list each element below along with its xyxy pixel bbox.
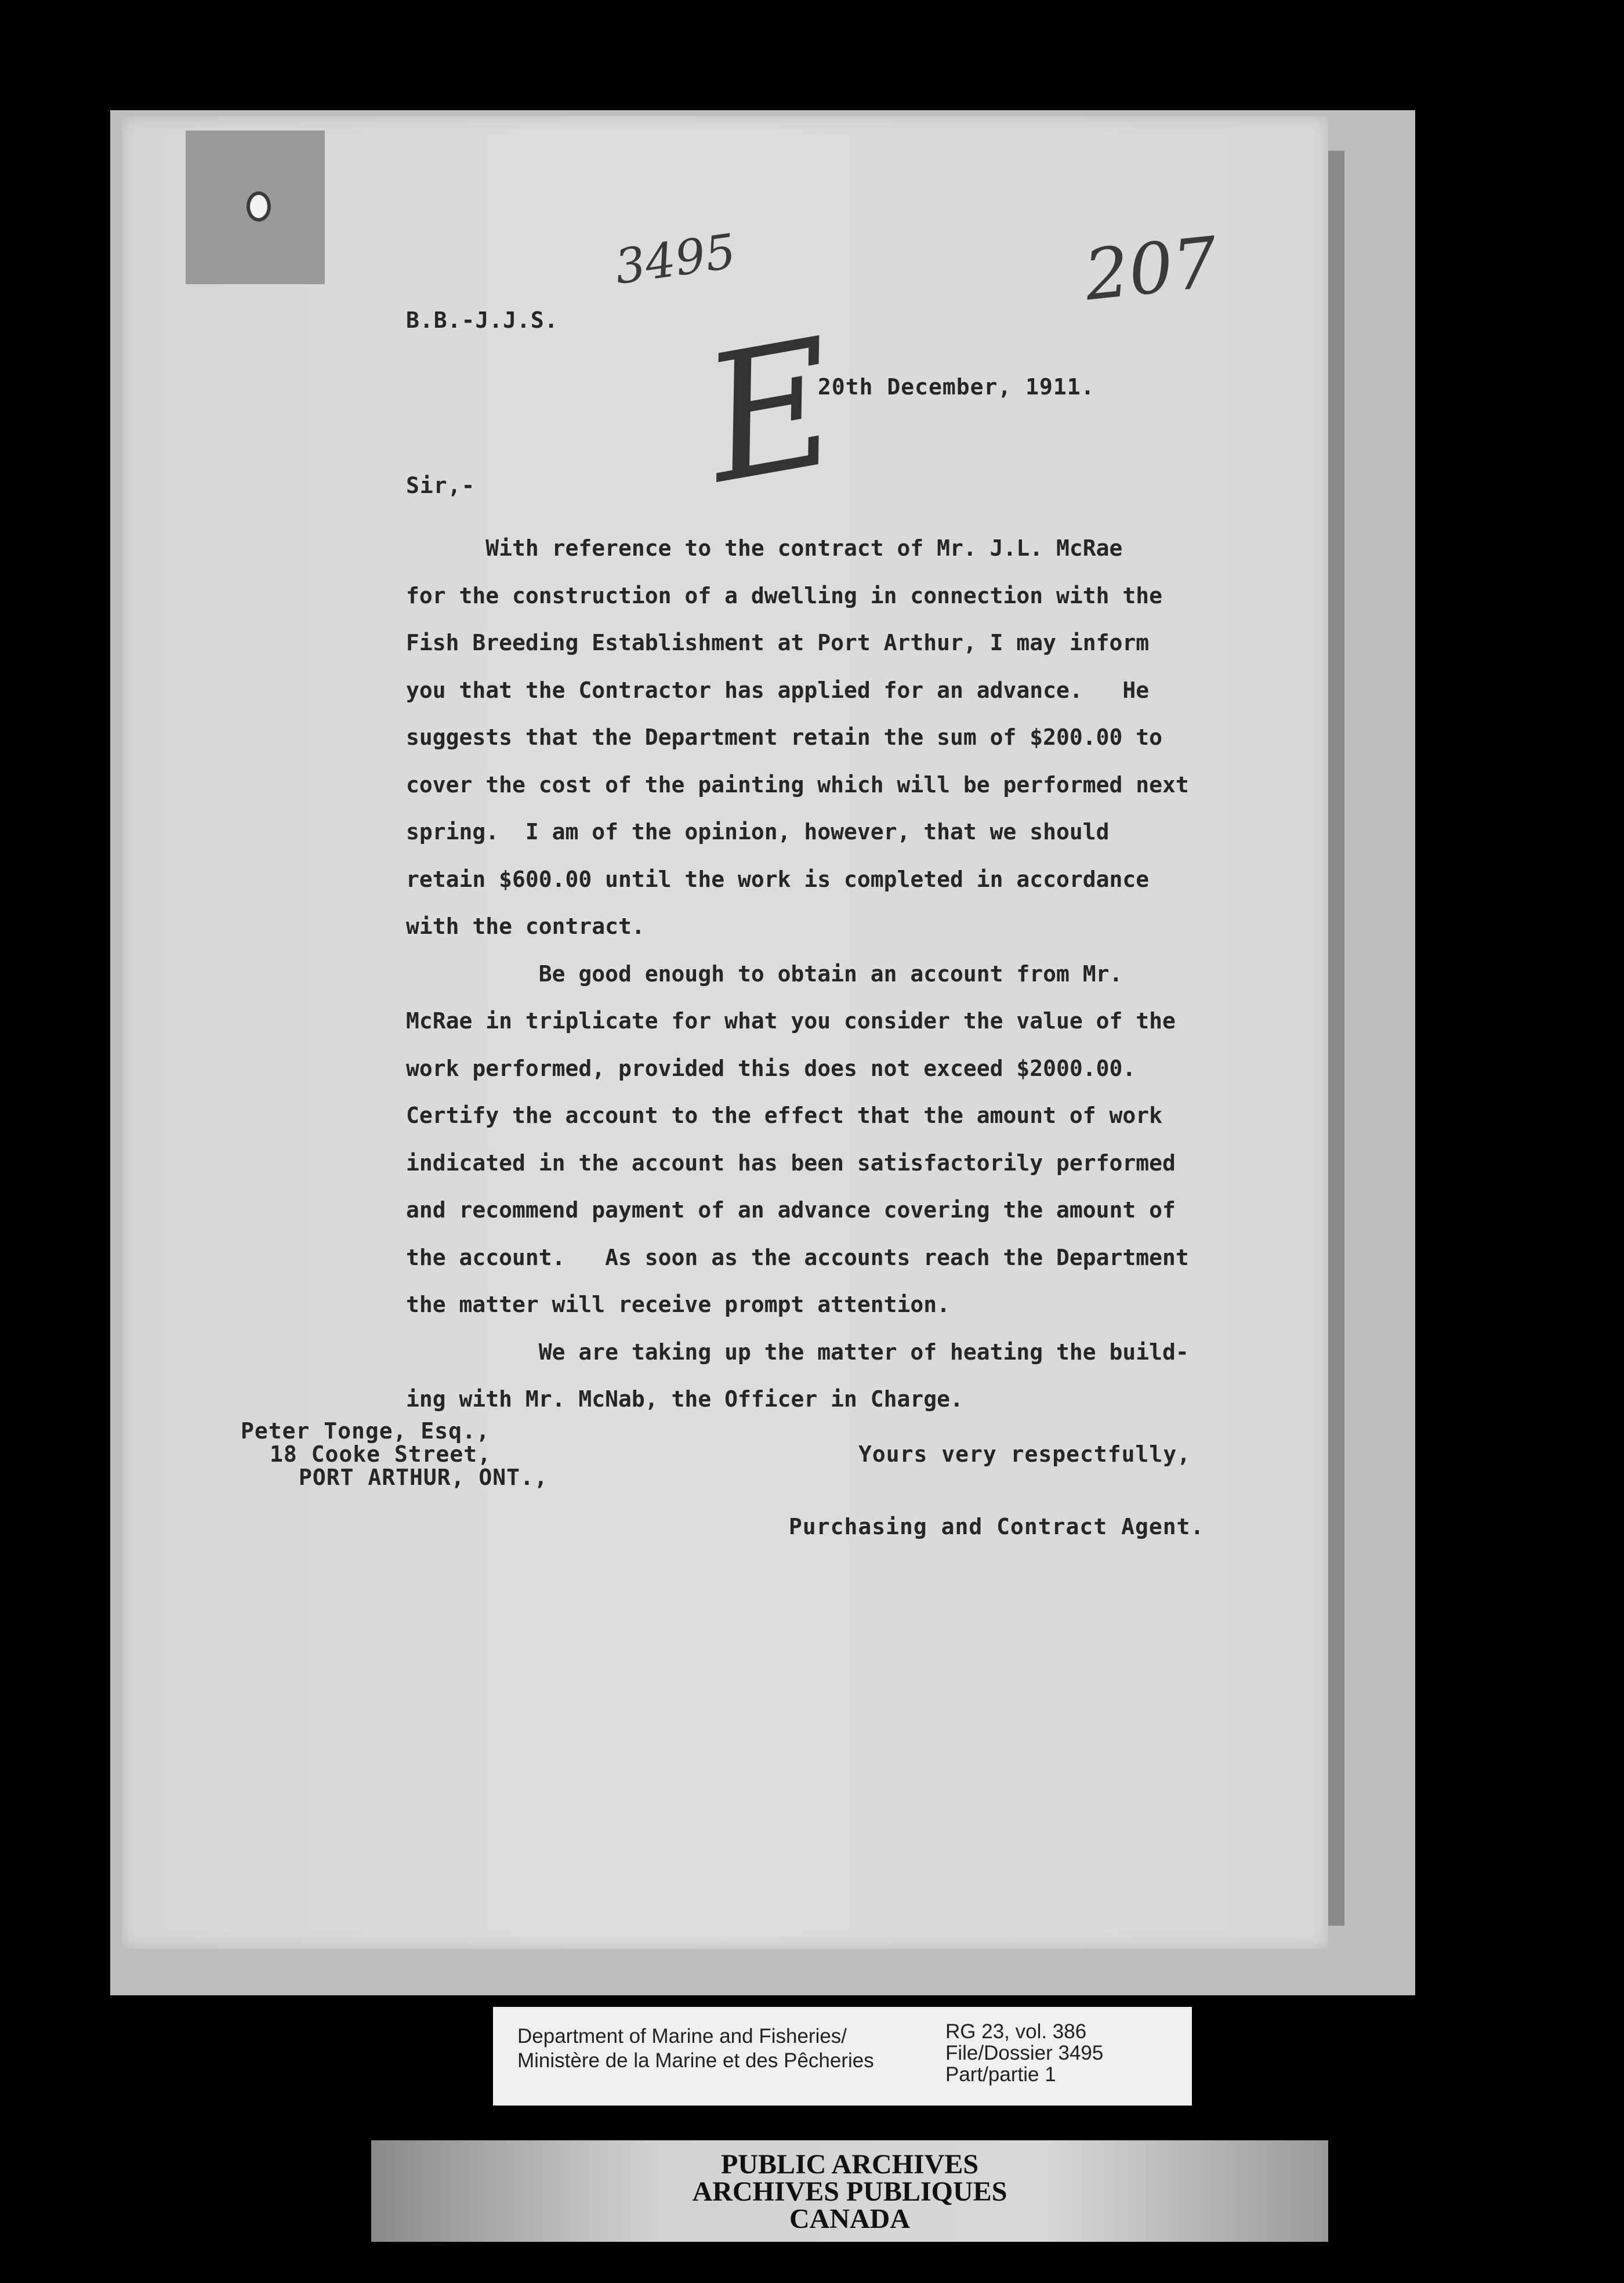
addressee-street: 18 Cooke Street, xyxy=(270,1441,492,1467)
body-line: work performed, provided this does not exceed $2000.00. xyxy=(406,1055,1136,1081)
punch-hole-icon xyxy=(246,191,271,222)
banner-line-2: ARCHIVES PUBLIQUES xyxy=(692,2176,1007,2207)
signature-title: Purchasing and Contract Agent. xyxy=(789,1514,1205,1539)
closing: Yours very respectfully, xyxy=(858,1441,1191,1467)
reference-initials: B.B.-J.J.S. xyxy=(406,307,559,333)
body-line: with the contract. xyxy=(406,914,645,939)
file-reference xyxy=(945,2021,1103,2085)
body-line: McRae in triplicate for what you consider the value of the xyxy=(406,1008,1176,1034)
body-line: We are taking up the matter of heating the build- xyxy=(406,1339,1189,1365)
archives-banner xyxy=(371,2140,1328,2242)
department-en: Department of Marine and Fisheries/ xyxy=(517,2025,847,2048)
body-line: retain $600.00 until the work is completed in accordance xyxy=(406,866,1150,892)
banner-line-3: CANADA xyxy=(789,2204,910,2234)
file-number: File/Dossier 3495 xyxy=(945,2042,1104,2064)
page-edge-shadow xyxy=(1328,151,1344,1926)
banner-line-1: PUBLIC ARCHIVES xyxy=(720,2149,979,2180)
letter-body xyxy=(406,525,1311,1423)
department-fr: Ministère de la Marine et des Pêcheries xyxy=(517,2049,874,2072)
body-line: suggests that the Department retain the sum of $200.00 to xyxy=(406,724,1163,750)
body-line: the account. As soon as the accounts reach the Department xyxy=(406,1244,1189,1270)
letter-date: 20th December, 1911. xyxy=(818,374,1095,400)
department-names xyxy=(517,2024,874,2073)
body-line: cover the cost of the painting which will be performed next xyxy=(406,771,1189,798)
addressee-name: Peter Tonge, Esq., xyxy=(241,1418,490,1444)
part-number: Part/partie 1 xyxy=(945,2063,1056,2086)
body-line: Be good enough to obtain an account from Mr. xyxy=(406,961,1123,987)
body-line: spring. I am of the opinion, however, that we should xyxy=(406,819,1110,845)
body-line: for the construction of a dwelling in connection with the xyxy=(406,582,1163,608)
body-line: ing with Mr. McNab, the Officer in Charge. xyxy=(406,1386,963,1412)
body-line: With reference to the contract of Mr. J.L. McRae xyxy=(406,535,1123,561)
archives-banner-text xyxy=(371,2151,1328,2233)
salutation: Sir,- xyxy=(406,473,476,498)
body-line: the matter will receive prompt attention. xyxy=(406,1292,950,1317)
body-line: and recommend payment of an advance covering the amount of xyxy=(406,1197,1176,1223)
body-line: Certify the account to the effect that the amount of work xyxy=(406,1103,1163,1128)
archive-reference-card xyxy=(493,2007,1192,2106)
handwritten-page-number: 207 xyxy=(1081,222,1221,317)
handwritten-initial-mark: E xyxy=(691,300,851,523)
addressee-city: PORT ARTHUR, ONT., xyxy=(299,1465,548,1490)
handwritten-file-number: 3495 xyxy=(611,223,740,296)
body-line: Fish Breeding Establishment at Port Arthur, I may inform xyxy=(406,630,1150,655)
body-line: indicated in the account has been satisfactorily performed xyxy=(406,1150,1176,1176)
body-line: you that the Contractor has applied for an advance. He xyxy=(406,677,1150,703)
record-group: RG 23, vol. 386 xyxy=(945,2020,1087,2043)
